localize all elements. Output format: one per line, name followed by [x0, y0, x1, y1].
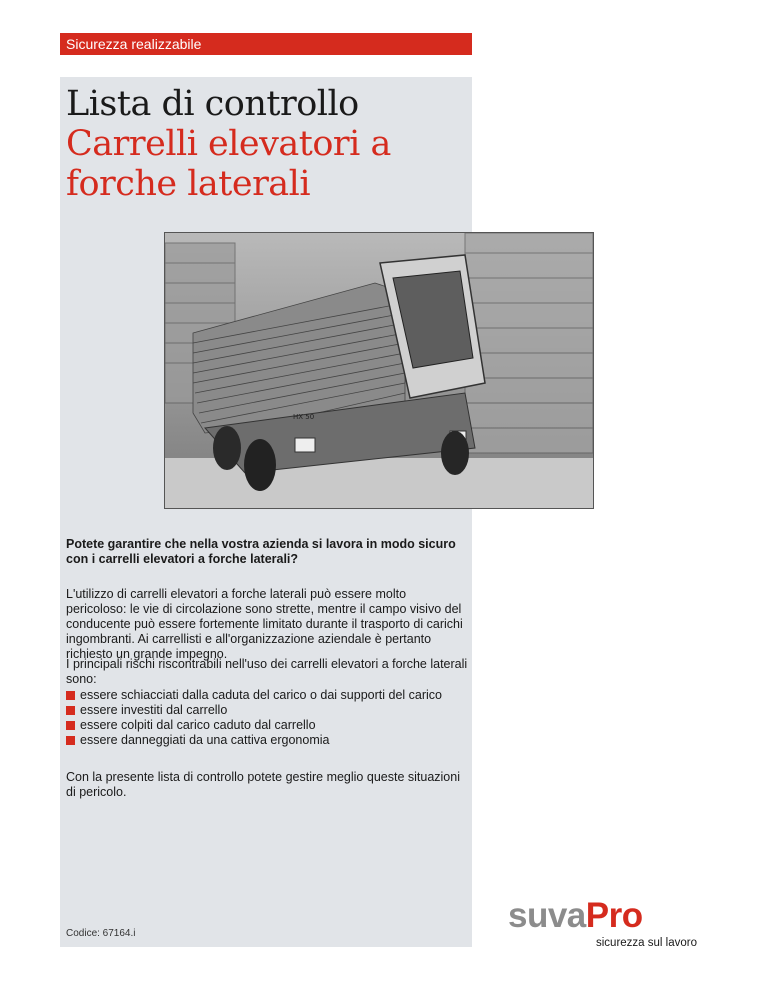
intro-paragraph-3: Con la presente lista di controllo potete gestire meglio queste situazioni di pericolo. [66, 770, 460, 799]
page-title [66, 84, 486, 204]
section-header-label: Sicurezza realizzabile [66, 36, 202, 52]
intro-paragraph-1: L'utilizzo di carrelli elevatori a forche laterali può essere molto pericoloso: le vie di circolazione sono strette, mentre il campo visivo del conducente può essere fortemente limitato durante il trasporto di carichi ingombranti. Ai carrellisti e all'organizzazione aziendale è pertanto richiesto un grande impegno. [66, 587, 463, 661]
logo-suva-text: suva [508, 896, 586, 935]
title-line-2: Carrelli elevatori a [66, 124, 391, 164]
bullet-square-icon [66, 691, 75, 700]
bullet-square-icon [66, 721, 75, 730]
intro-question: Potete garantire che nella vostra azienda si lavora in modo sicuro con i carrelli elevatori a forche laterali? [66, 537, 456, 566]
list-item: essere schiacciati dalla caduta del carico o dai supporti del carico [66, 688, 476, 703]
logo-pro-text: Pro [585, 896, 643, 935]
title-line-3: forche laterali [66, 164, 311, 204]
content-panel [60, 77, 472, 947]
list-item: essere investiti dal carrello [66, 703, 476, 718]
suvapro-logo [508, 896, 708, 949]
bullet-square-icon [66, 736, 75, 745]
list-item: essere colpiti dal carico caduto dal carrello [66, 718, 476, 733]
document-code: Codice: 67164.i [66, 928, 136, 939]
truck-marking: HX 50 [293, 413, 315, 421]
list-item: essere danneggiati da una cattiva ergonomia [66, 733, 476, 748]
title-line-1: Lista di controllo [66, 84, 359, 124]
risk-list [66, 688, 476, 748]
section-header-bar [60, 33, 472, 55]
logo-tagline: sicurezza sul lavoro [596, 937, 697, 949]
intro-paragraph-2: I principali rischi riscontrabili nell'uso dei carrelli elevatori a forche laterali sono: [66, 657, 468, 686]
bullet-square-icon [66, 706, 75, 715]
forklift-photo [165, 233, 593, 508]
